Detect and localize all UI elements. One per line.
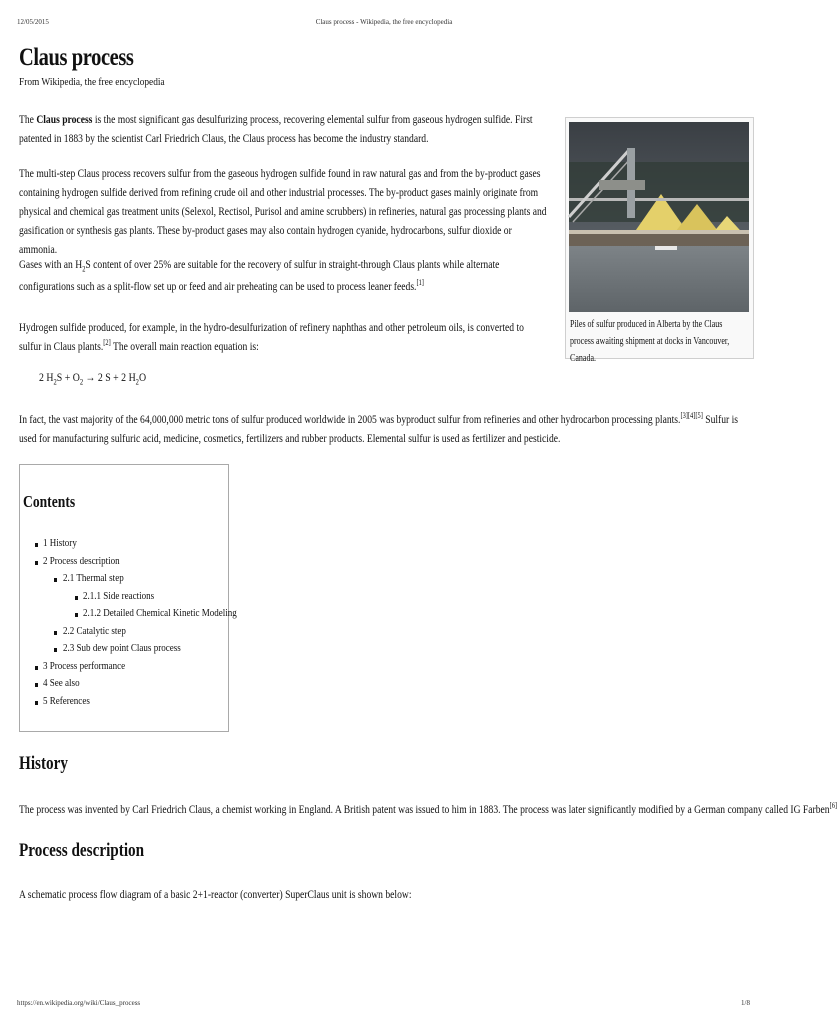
toc-item-label[interactable]: 2.2 Catalytic step <box>63 624 126 637</box>
subscript: 2 <box>82 264 86 274</box>
text-run: is the most significant gas desulfurizing process, recovering elemental sulfur from gaseous hydrogen sulfide. First patented in 1883 by the scientist Carl Friedrich Claus, the Claus process has become the industry standard. <box>19 112 533 145</box>
eq-sub: 2 <box>53 377 57 387</box>
text-run: The overall main reaction equation is: <box>110 339 259 353</box>
sulfur-piles-photo[interactable] <box>569 122 749 312</box>
print-url: https://en.wikipedia.org/wiki/Claus_process <box>17 999 141 1007</box>
toc-item-label[interactable]: 2.1 Thermal step <box>63 572 124 584</box>
text-run: Sulfur is used for manufacturing sulfuric acid, medicine, cosmetics, fertilizers and rubber products. Elemental sulfur is used as fertilizer and pesticide. <box>19 412 739 445</box>
eq-part: O <box>138 370 147 384</box>
eq-part: → 2 S + 2 H <box>83 370 136 384</box>
intro-paragraph-2: The multi-step Claus process recovers sulfur from the gaseous hydrogen sulfide found in raw natural gas and from the by-product gases containing hydrogen sulfide derived from refining crude oil and other industrial processes. The by-product gases mainly originate from physical and chemical gas treatment units (Selexol, Rectisol, Purisol and amine scrubbers) in refineries, natural gas processing plants and gasification or synthesis gas plants. These by-product gases may also contain hydrogen cyanide, hydrocarbons, sulfur dioxide or ammonia. <box>19 166 547 256</box>
section-heading-process-description: Process description <box>19 840 145 861</box>
intro-paragraph-5 <box>19 410 755 448</box>
text-run: The <box>19 112 37 126</box>
history-paragraph <box>19 800 837 819</box>
article-content <box>19 44 837 901</box>
article-image-box <box>565 117 754 364</box>
print-page-title: Claus process - Wikipedia, the free encyclopedia <box>315 18 453 26</box>
bullet-icon <box>54 631 57 635</box>
intro-paragraph-1 <box>19 110 547 148</box>
text-run: In fact, the vast majority of the 64,000,000 metric tons of sulfur produced worldwide in 2005 was byproduct sulfur from refineries and other hydrocarbon processing plants. <box>19 412 681 426</box>
reaction-equation <box>39 370 146 385</box>
toc-item-label[interactable]: 5 References <box>43 694 90 707</box>
bullet-icon <box>75 613 78 617</box>
toc-item-label[interactable]: 2.3 Sub dew point Claus process <box>63 642 181 654</box>
table-of-contents <box>19 464 237 732</box>
intro-paragraph-3 <box>19 253 547 297</box>
bullet-icon <box>35 543 38 547</box>
process-paragraph: A schematic process flow diagram of a basic 2+1-reactor (converter) SuperClaus unit is shown below: <box>19 887 412 901</box>
eq-sub: 2 <box>79 377 84 387</box>
citation-link[interactable]: [1] <box>416 278 424 287</box>
toc-item-label[interactable]: 4 See also <box>43 677 80 689</box>
bullet-icon <box>35 666 38 670</box>
text-run: S content of over 25% are suitable for the recovery of sulfur in straight-through Claus plants while alternate configurations such as a split-flow set up or feed and air preheating can be used to process leaner feeds. <box>19 257 500 293</box>
page-title: Claus process <box>19 44 134 71</box>
toc-item-label[interactable]: 1 History <box>43 537 77 549</box>
section-heading-history: History <box>19 753 68 774</box>
text-run: Hydrogen sulfide produced, for example, in the hydro-desulfurization of refinery naphthas and other petroleum oils, is converted to sulfur in Claus plants. <box>19 320 524 353</box>
print-page-number: 1/8 <box>741 999 750 1007</box>
bullet-icon <box>75 596 78 600</box>
intro-paragraph-4 <box>19 318 547 356</box>
image-caption: Piles of sulfur produced in Alberta by the Claus process awaiting shipment at docks in Vancouver, Canada. <box>570 319 730 364</box>
eq-sub: 2 <box>135 377 139 387</box>
bullet-icon <box>35 701 38 705</box>
text-run: The process was invented by Carl Friedrich Claus, a chemist working in England. A British patent was issued to him in 1883. The process was later significantly modified by a German company called IG Farben <box>19 802 830 816</box>
bold-term: Claus process <box>36 112 93 126</box>
citation-link[interactable]: [2] <box>103 338 111 347</box>
toc-item-label[interactable]: 3 Process performance <box>43 659 126 672</box>
bullet-icon <box>54 578 57 582</box>
bullet-icon <box>35 561 38 565</box>
toc-item-label[interactable]: 2.1.1 Side reactions <box>83 589 155 602</box>
citation-link[interactable]: [3][4][5] <box>680 411 703 420</box>
toc-title: Contents <box>23 492 76 511</box>
toc-item-label[interactable]: 2 Process description <box>43 554 120 567</box>
citation-link[interactable]: [6] <box>829 801 837 810</box>
toc-item-label[interactable]: 2.1.2 Detailed Chemical Kinetic Modeling <box>83 607 237 619</box>
article-source-note: From Wikipedia, the free encyclopedia <box>19 76 165 88</box>
text-run: Gases with an H <box>19 257 83 271</box>
eq-part: 2 H <box>39 370 54 384</box>
eq-part: S + O <box>56 370 80 384</box>
bullet-icon <box>35 683 38 687</box>
print-date: 12/05/2015 <box>17 18 49 26</box>
bullet-icon <box>54 648 57 652</box>
